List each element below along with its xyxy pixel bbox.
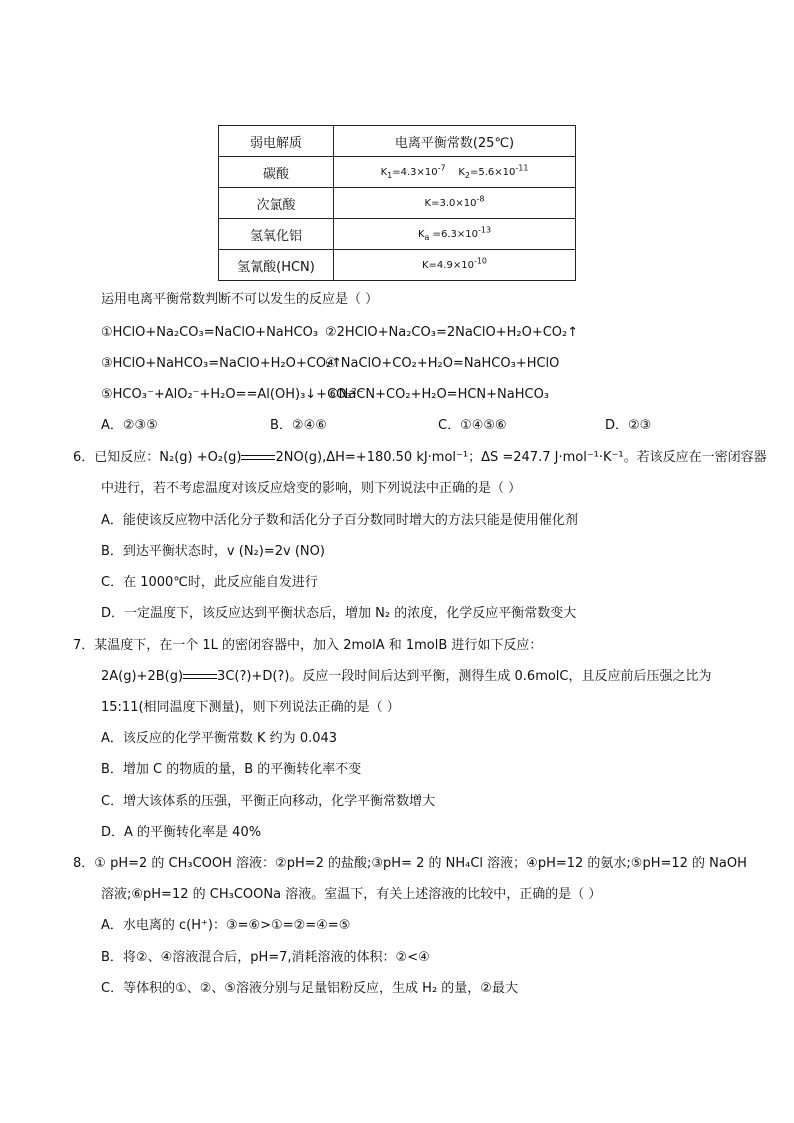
q7-option-b: B．增加 C 的物质的量，B 的平衡转化率不变 — [101, 762, 362, 777]
q6-option-d: D．一定温度下，该反应达到平衡状态后，增加 N₂ 的浓度，化学反应平衡常数变大 — [101, 606, 577, 621]
q8-option-a: A．水电离的 c(H⁺)：③=⑥>①=②=④=⑤ — [101, 918, 351, 933]
k-subscript: 1 — [387, 170, 393, 180]
table-cell-constant — [334, 188, 576, 219]
q8-option-b: B．将②、④溶液混合后，pH=7,消耗溶液的体积：②<④ — [101, 950, 430, 965]
equilibrium-arrow-icon — [241, 453, 275, 463]
k-value: K=3.0×10 — [424, 197, 477, 209]
q5-option-c: C．①④⑤⑥ — [438, 418, 507, 433]
table-row — [219, 219, 576, 250]
q8-line-1 — [73, 856, 747, 872]
q7-line-2 — [101, 669, 712, 685]
q6-text: 已知反应：N₂(g) +O₂(g) — [94, 450, 242, 465]
table-cell-constant — [334, 250, 576, 281]
q7-text: 某温度下，在一个 1L 的密闭容器中，加入 2molA 和 1molB 进行如下反应： — [94, 638, 543, 653]
table-cell-name: 碳酸 — [219, 157, 334, 188]
k-exponent: -13 — [477, 225, 492, 235]
table-header-cell: 电离平衡常数(25℃) — [334, 126, 576, 157]
q6-option-c: C．在 1000℃时，此反应能自发进行 — [101, 575, 318, 590]
q7-option-d: D．A 的平衡转化率是 40% — [101, 825, 262, 840]
equilibrium-arrow-icon — [183, 672, 217, 682]
table-cell-constant — [334, 157, 576, 188]
q5-reaction-5: ⑤HCO₃⁻+AlO₂⁻+H₂O==Al(OH)₃↓+CO₃²⁻ — [101, 387, 364, 402]
q7-text: 3C(?)+D(?)。反应一段时间后达到平衡，测得生成 0.6molC，且反应前后压强之比为 — [217, 669, 712, 684]
k-label: K — [380, 166, 388, 178]
k-exponent: -8 — [476, 194, 485, 204]
q6-line-1 — [73, 450, 767, 466]
q8-line-2: 溶液;⑥pH=12 的 CH₃COONa 溶液。室温下，有关上述溶液的比较中，正确的是（ ） — [101, 887, 602, 902]
table-cell-name: 氢氧化铝 — [219, 219, 334, 250]
q7-line-3: 15:11(相同温度下测量)，则下列说法正确的是（ ） — [101, 700, 400, 715]
k-exponent: -7 — [437, 163, 446, 173]
q5-option-b: B．②④⑥ — [270, 418, 327, 433]
k-value: =5.6×10 — [469, 166, 516, 178]
k-label: K — [417, 228, 425, 240]
table-row — [219, 157, 576, 188]
q8-text: ① pH=2 的 CH₃COOH 溶液：②pH=2 的盐酸;③pH= 2 的 NH₄Cl 溶液；④pH=12 的氨水;⑤pH=12 的 NaOH — [94, 856, 747, 871]
table-cell-name: 氢氰酸(HCN) — [219, 250, 334, 281]
k-subscript: a — [424, 232, 430, 242]
q6-line-2: 中进行，若不考虑温度对该反应焓变的影响，则下列说法中正确的是（ ） — [101, 481, 522, 496]
table-row — [219, 188, 576, 219]
q6-option-b: B．到达平衡状态时，v (N₂)=2v (NO) — [101, 544, 325, 559]
table-cell-name: 次氯酸 — [219, 188, 334, 219]
table-row — [219, 250, 576, 281]
q5-reaction-6: ⑥NaCN+CO₂+H₂O=HCN+NaHCO₃ — [327, 387, 550, 402]
k-subscript: 2 — [464, 170, 470, 180]
q5-reaction-3: ③HClO+NaHCO₃=NaClO+H₂O+CO₂↑ — [101, 356, 343, 371]
q5-reaction-2: ②2HClO+Na₂CO₃=2NaClO+H₂O+CO₂↑ — [325, 325, 579, 340]
q7-option-a: A．该反应的化学平衡常数 K 约为 0.043 — [101, 731, 338, 746]
k-value: =6.3×10 — [429, 228, 478, 240]
q5-reaction-4: ④ NaClO+CO₂+H₂O=NaHCO₃+HClO — [325, 356, 560, 371]
k-label: K — [458, 166, 465, 178]
k-exponent: -10 — [473, 256, 488, 266]
k-value: =4.3×10 — [392, 166, 438, 178]
question-number: 7． — [73, 638, 95, 653]
table-cell-constant — [334, 219, 576, 250]
q8-option-c: C．等体积的①、②、⑤溶液分别与足量铝粉反应，生成 H₂ 的量，②最大 — [101, 981, 518, 996]
k-exponent: -11 — [515, 163, 529, 173]
k-value: K=4.9×10 — [421, 259, 474, 271]
ionization-constant-table — [218, 125, 576, 281]
table-header-row — [219, 126, 576, 157]
q7-text: 2A(g)+2B(g) — [101, 669, 184, 684]
q5-option-d: D．②③ — [605, 418, 652, 433]
table-header-cell: 弱电解质 — [219, 126, 334, 157]
q7-line-1 — [73, 638, 542, 654]
question-number: 8． — [73, 856, 95, 871]
q6-text: 2NO(g),ΔH=+180.50 kJ·mol⁻¹；ΔS =247.7 J·mol⁻¹·K⁻¹。若该反应在一密闭容器 — [275, 450, 767, 465]
q5-stem: 运用电离平衡常数判断不可以发生的反应是（ ） — [101, 292, 379, 307]
question-number: 6． — [73, 450, 95, 465]
q5-option-a: A．②③⑤ — [101, 418, 158, 433]
q6-option-a: A．能使该反应物中活化分子数和活化分子百分数同时增大的方法只能是使用催化剂 — [101, 513, 578, 528]
q5-reaction-1: ①HClO+Na₂CO₃=NaClO+NaHCO₃ — [101, 325, 319, 340]
q7-option-c: C．增大该体系的压强，平衡正向移动，化学平衡常数增大 — [101, 794, 436, 809]
